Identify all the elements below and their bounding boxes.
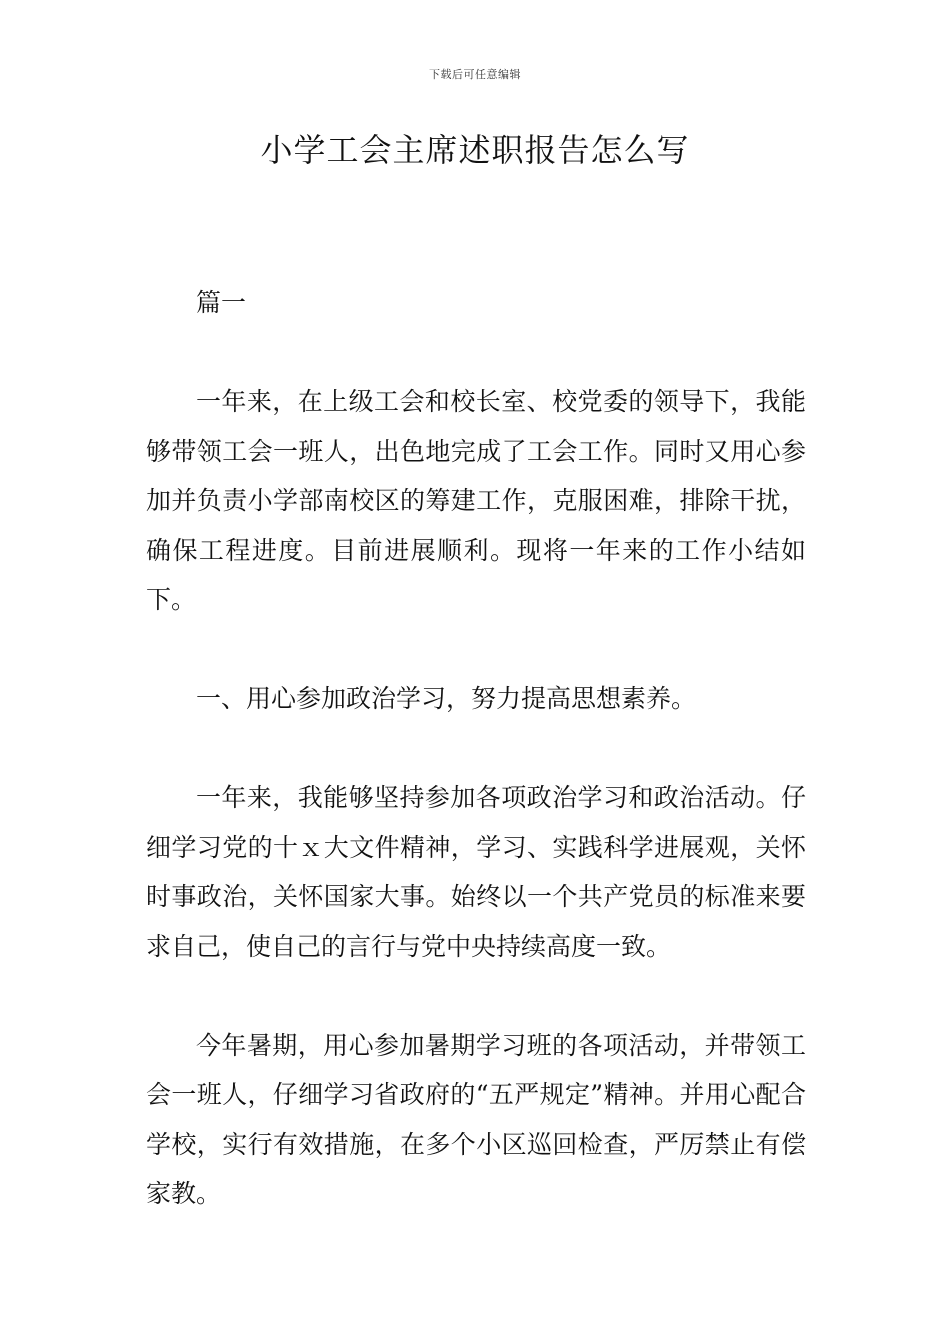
paragraph-spacer	[146, 724, 806, 774]
body-paragraph: 一年来，我能够坚持参加各项政治学习和政治活动。仔细学习党的十ｘ大文件精神，学习、实践科学进展观，关怀时事政治，关怀国家大事。始终以一个共产党员的标准来要求自己，使自己的言行与党中央持续高度一致。	[146, 783, 806, 961]
document-body	[146, 278, 806, 1219]
header-note: 下载后可任意编辑	[429, 68, 521, 81]
paragraph-spacer	[146, 971, 806, 1021]
paragraph-spacer	[146, 625, 806, 675]
section-heading: 一、用心参加政治学习，努力提高思想素养。	[196, 684, 697, 713]
intro-paragraph: 一年来，在上级工会和校长室、校党委的领导下，我能够带领工会一班人，出色地完成了工会工作。同时又用心参加并负责小学部南校区的筹建工作，克服困难，排除干扰，确保工程进度。目前进展顺利。现将一年来的工作小结如下。	[146, 387, 806, 614]
document-title: 小学工会主席述职报告怎么写	[260, 131, 690, 169]
body-paragraph: 今年暑期，用心参加暑期学习班的各项活动，并带领工会一班人，仔细学习省政府的“五严规定”精神。并用心配合学校，实行有效措施，在多个小区巡回检查，严厉禁止有偿家教。	[146, 1030, 806, 1208]
section-label: 篇一	[196, 288, 247, 317]
paragraph-spacer	[146, 328, 806, 378]
